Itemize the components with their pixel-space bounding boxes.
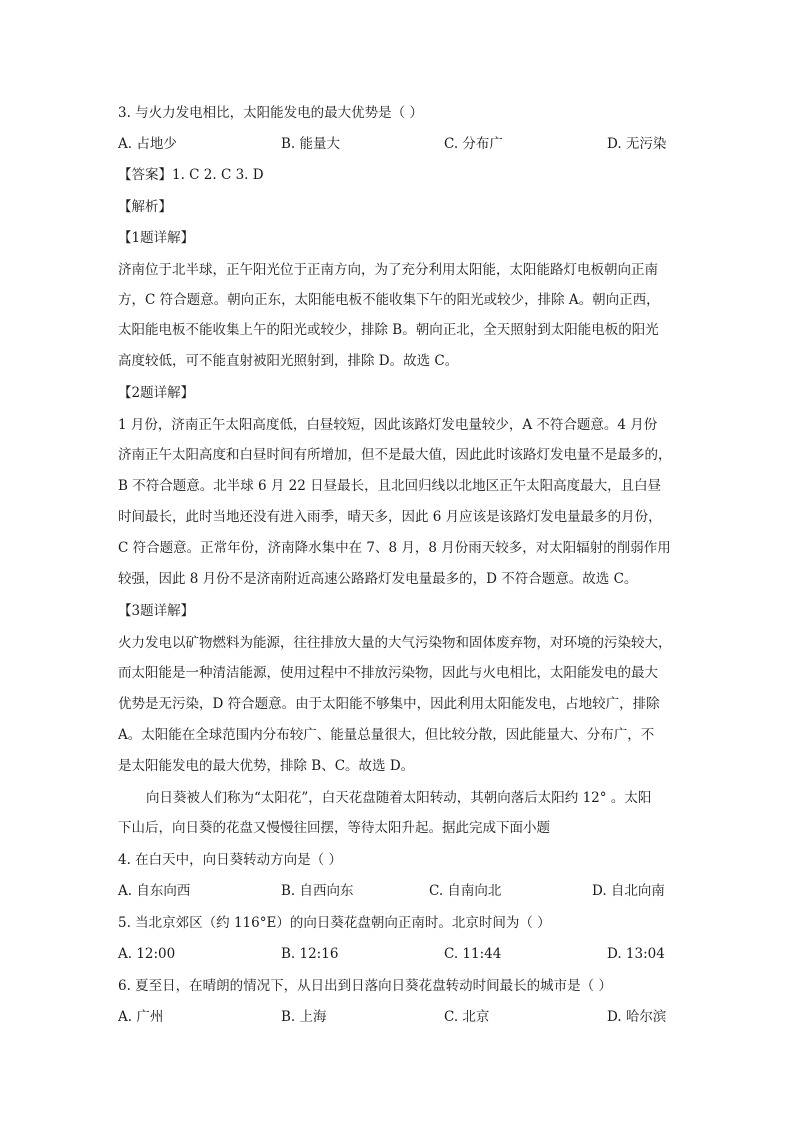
q5-option-b: B. 12:16 [281,946,339,962]
q6-option-a: A. 广州 [118,1009,164,1025]
detail-2-line: B 不符合题意。北半球 6 月 22 日昼最长，且北回归线以北地区正午太阳高度最大，且白昼 [118,478,662,494]
detail-1-line: 济南位于北半球，正午阳光位于正南方向，为了充分利用太阳能，太阳能路灯电板朝向正南 [118,262,658,278]
detail-1-line: 高度较低，可不能直射被阳光照射到，排除 D。故选 C。 [118,353,459,369]
q4-option-c: C. 自南向北 [429,883,502,899]
question-3-stem: 3. 与火力发电相比，太阳能发电的最大优势是（ ） [118,105,423,121]
q3-option-a: A. 占地少 [118,136,177,152]
answer-line: 【答案】1. C 2. C 3. D [118,167,264,183]
analysis-label: 【解析】 [118,199,172,215]
q4-option-a: A. 自东向西 [118,883,191,899]
q5-option-a: A. 12:00 [118,946,176,962]
q5-option-d: D. 13:04 [607,946,665,962]
q6-option-d: D. 哈尔滨 [607,1009,667,1025]
detail-2-line: 1 月份，济南正午太阳高度低，白昼较短，因此该路灯发电量较少，A 不符合题意。4 月份 [118,417,658,433]
question-5-stem: 5. 当北京郊区（约 116°E）的向日葵花盘朝向正南时。北京时间为（ ） [118,915,551,931]
detail-3-title: 【3题详解】 [118,603,195,619]
detail-2-line: C 符合题意。正常年份，济南降水集中在 7、8 月，8 月份雨天较多，对太阳辐射的削弱作用 [118,540,671,556]
detail-1-line: 太阳能电板不能收集上午的阳光或较少，排除 B。朝向正北，全天照射到太阳能电板的阳光 [118,322,659,338]
q4-option-d: D. 自北向南 [592,883,665,899]
detail-2-line: 济南正午太阳高度和白昼时间有所增加，但不是最大值，因此此时该路灯发电量不是最多的， [118,447,672,463]
question-6-stem: 6. 夏至日，在晴朗的情况下，从日出到日落向日葵花盘转动时间最长的城市是（ ） [118,978,612,994]
detail-3-line: A。太阳能在全球范围内分布较广、能量总量很大，但比较分散，因此能量大、分布广，不 [118,727,655,743]
detail-3-line: 优势是无污染，D 符合题意。由于太阳能不够集中，因此利用太阳能发电，占地较广，排除 [118,696,660,712]
q3-option-b: B. 能量大 [281,136,341,152]
passage-line: 向日葵被人们称为“太阳花”，白天花盘随着太阳转动，其朝向落后太阳约 12° 。太阳 [146,790,652,806]
q5-option-c: C. 11:44 [444,946,502,962]
q6-option-b: B. 上海 [281,1009,327,1025]
passage-line: 下山后，向日葵的花盘又慢慢往回摆，等待太阳升起。据此完成下面小题 [118,820,550,836]
detail-1-title: 【1题详解】 [118,230,195,246]
detail-2-line: 较强，因此 8 月份不是济南附近高速公路路灯发电量最多的，D 不符合题意。故选 C。 [118,571,638,587]
q3-option-c: C. 分布广 [444,136,503,152]
q3-option-d: D. 无污染 [607,136,667,152]
q6-option-c: C. 北京 [444,1009,490,1025]
detail-2-title: 【2题详解】 [118,385,195,401]
detail-3-line: 而太阳能是一种清洁能源，使用过程中不排放污染物，因此与火电相比，太阳能发电的最大 [118,665,658,681]
question-4-stem: 4. 在白天中，向日葵转动方向是（ ） [118,852,342,868]
q4-option-b: B. 自西向东 [281,883,354,899]
detail-2-line: 时间最长，此时当地还没有进入雨季，晴天多，因此 6 月应该是该路灯发电量最多的月份， [118,509,662,525]
detail-3-line: 火力发电以矿物燃料为能源，往往排放大量的大气污染物和固体废弃物，对环境的污染较大， [118,635,672,651]
detail-3-line: 是太阳能发电的最大优势，排除 B、C。故选 D。 [118,758,415,774]
detail-1-line: 方，C 符合题意。朝向正东，太阳能电板不能收集下午的阳光或较少，排除 A。朝向正西， [118,292,660,308]
